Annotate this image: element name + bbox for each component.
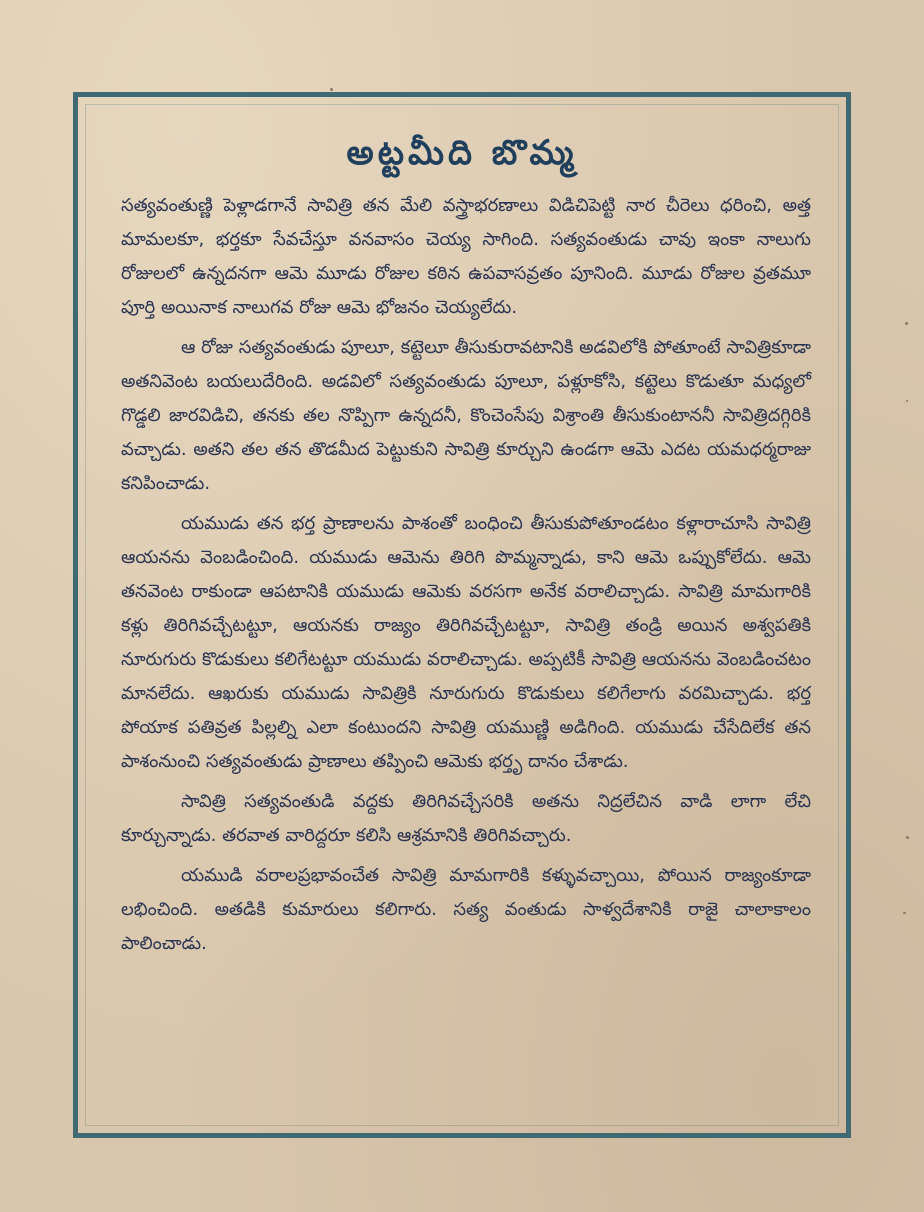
story-body (121, 189, 811, 967)
paragraph-2: ఆ రోజు సత్యవంతుడు పూలూ, కట్టెలూ తీసుకురావటానికి అడవిలోకి పోతూంటే సావిత్రికూడా అతనివెంట బయలుదేరింది. అడవిలో సత్యవంతుడు పూలూ, పళ్లూకోసి, కట్టెలు కొడుతూ మధ్యలో గొడ్డలి జారవిడిచి, తనకు తల నొప్పిగా ఉన్నదనీ, కొంచెంసేపు విశ్రాంతి తీసుకుంటాననీ సావిత్రిదగ్గిరికి వచ్చాడు. అతని తల తన తొడమీద పెట్టుకుని సావిత్రి కూర్చుని ఉండగా ఆమె ఎదట యమధర్మరాజు కనిపించాడు. (121, 337, 811, 494)
paper-speck (903, 912, 906, 914)
page-border-frame (73, 92, 851, 1138)
paragraph-4: సావిత్రి సత్యవంతుడి వద్దకు తిరిగివచ్చేసరికి అతను నిద్రలేచిన వాడి లాగా లేచి కూర్చున్నాడు. తరవాత వారిద్దరూ కలిసి ఆశ్రమానికి తిరిగివచ్చారు. (121, 791, 811, 846)
paper-speck (906, 400, 908, 402)
paragraph-3: యముడు తన భర్త ప్రాణాలను పాశంతో బంధించి తీసుకుపోతూండటం కళ్లారాచూసి సావిత్రి ఆయనను వెంబడించింది. యముడు ఆమెను తిరిగి పొమ్మన్నాడు, కాని ఆమె ఒప్పుకోలేదు. ఆమె తనవెంట రాకుండా ఆపటానికి యముడు ఆమెకు వరసగా అనేక వరాలిచ్చాడు. సావిత్రి మామగారికి కళ్లు తిరిగివచ్చేటట్టూ, ఆయనకు రాజ్యం తిరిగివచ్చేటట్టూ, సావిత్రి తండ్రి అయిన అశ్వపతికి నూరుగురు కొడుకులు కలిగేటట్టూ యముడు వరాలిచ్చాడు. అప్పటికీ సావిత్రి ఆయనను వెంబడించటం మానలేదు. ఆఖరుకు యముడు సావిత్రికి నూరుగురు కొడుకులు కలిగేలాగు వరమిచ్చాడు. భర్త పోయాక పతివ్రత పిల్లల్ని ఎలా కంటుందని సావిత్రి యముణ్ణి అడిగింది. యముడు చేసేదిలేక తన పాశంనుంచి సత్యవంతుడు ప్రాణాలు తప్పించి ఆమెకు భర్తృ దానం చేశాడు. (121, 513, 811, 772)
paper-speck (906, 836, 909, 839)
paragraph-5: యముడి వరాలప్రభావంచేత సావిత్రి మామగారికి కళ్ళువచ్చాయి, పోయిన రాజ్యంకూడా లభించింది. అతడికి కుమారులు కలిగారు. సత్య వంతుడు సాళ్వదేశానికి రాజై చాలాకాలం పాలించాడు. (121, 865, 811, 954)
paper-speck (905, 322, 908, 325)
paper-speck (330, 88, 333, 91)
paragraph-1: సత్యవంతుణ్ణి పెళ్లాడగానే సావిత్రి తన మేలి వస్త్రాభరణాలు విడిచిపెట్టి నార చీరెలు ధరించి, అత్త మామలకూ, భర్తకూ సేవచేస్తూ వనవాసం చెయ్య సాగింది. సత్యవంతుడు చావు ఇంకా నాలుగు రోజులలో ఉన్నదనగా ఆమె మూడు రోజుల కఠిన ఉపవాసవ్రతం పూనింది. మూడు రోజుల వ్రతమూ పూర్తి అయినాక నాలుగవ రోజు ఆమె భోజనం చెయ్యలేదు. (121, 195, 811, 318)
story-title: అట్టమీది బొమ్మ (346, 133, 578, 173)
